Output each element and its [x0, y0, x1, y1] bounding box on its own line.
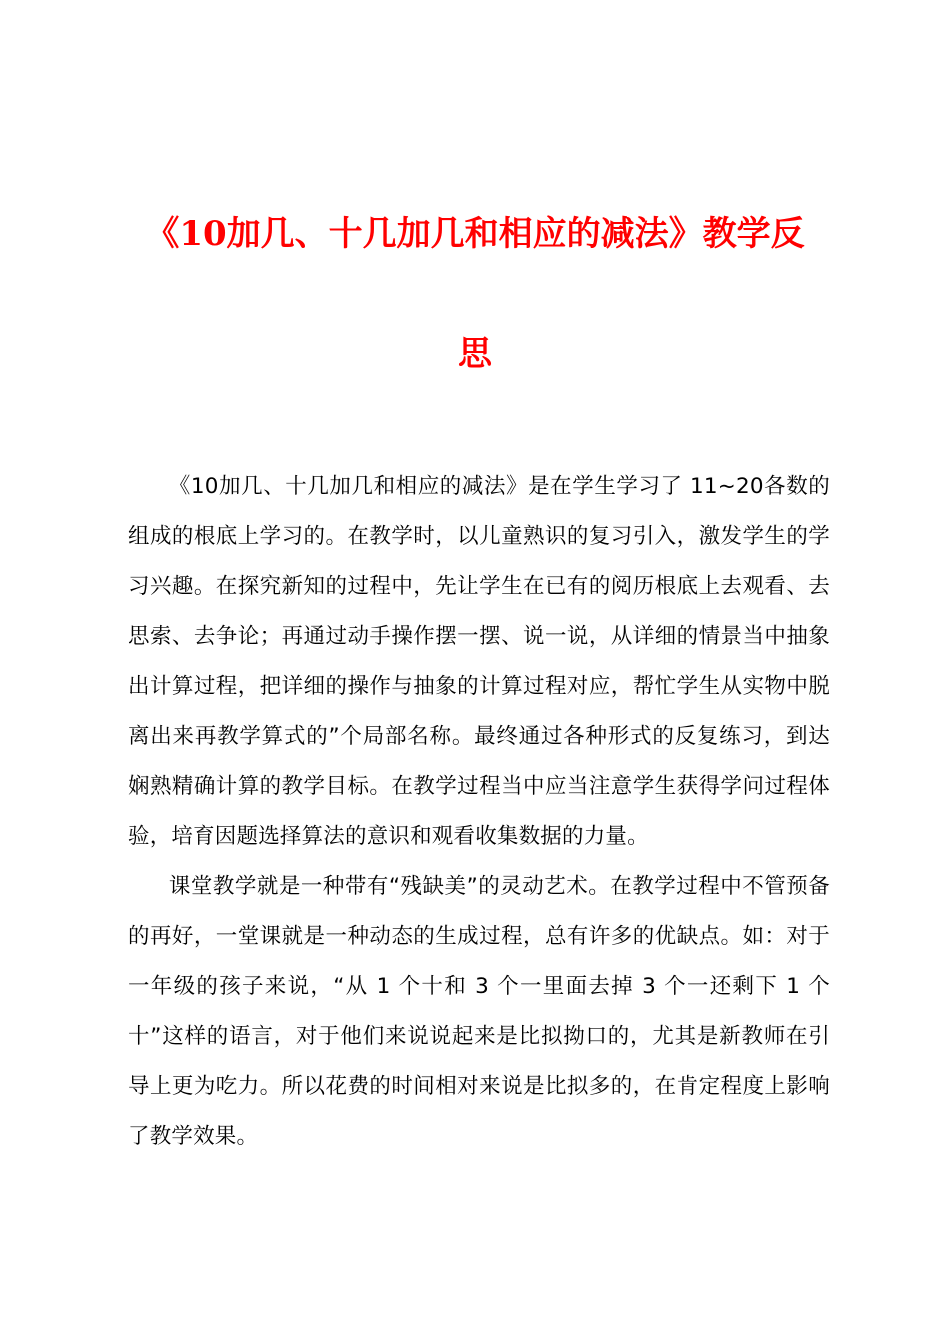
document-title-line-2: 思	[458, 334, 492, 374]
document-body	[128, 462, 830, 1162]
body-paragraph-2: 课堂教学就是一种带有“残缺美”的灵动艺术。在教学过程中不管预备的再好，一堂课就是一种动态的生成过程，总有许多的优缺点。如：对于一年级的孩子来说，“从 1 个十和 3 个一里面去掉 3 个一还剩下 1 个十”这样的语言，对于他们来说说起来是比拟拗口的，尤其是新教师在引导上更为吃力。所以花费的时间相对来说是比拟多的，在肯定程度上影响了教学效果。	[128, 874, 830, 1149]
document-title-line-1: 《10加几、十几加几和相应的减法》教学反	[145, 214, 805, 254]
body-paragraph-1: 《10加几、十几加几和相应的减法》是在学生学习了 11~20各数的组成的根底上学习的。在教学时，以儿童熟识的复习引入，激发学生的学习兴趣。在探究新知的过程中，先让学生在已有的阅历根底上去观看、去思索、去争论；再通过动手操作摆一摆、说一说，从详细的情景当中抽象出计算过程，把详细的操作与抽象的计算过程对应，帮忙学生从实物中脱离出来再教学算式的”个局部名称。最终通过各种形式的反复练习，到达娴熟精确计算的教学目标。在教学过程当中应当注意学生获得学问过程体验，培育因题选择算法的意识和观看收集数据的力量。	[128, 474, 830, 849]
